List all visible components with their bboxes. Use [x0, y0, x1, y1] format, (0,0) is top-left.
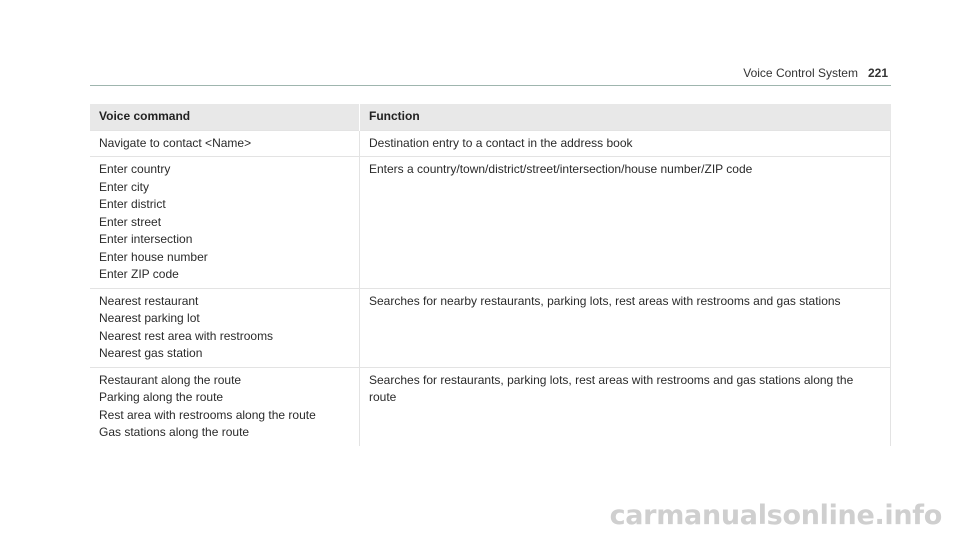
voice-command: Gas stations along the route	[99, 425, 250, 439]
voice-command-cell	[90, 367, 360, 446]
voice-command: Enter street	[99, 214, 162, 229]
column-header-function: Function	[360, 104, 891, 130]
section-title: Voice Control System	[743, 66, 858, 80]
page-number: 221	[867, 66, 888, 80]
voice-command-cell	[90, 157, 360, 289]
voice-command: Nearest rest area with restrooms	[99, 328, 274, 343]
voice-command: Parking along the route	[99, 390, 224, 404]
voice-command-table	[90, 104, 891, 446]
voice-command: Nearest gas station	[99, 346, 203, 360]
function-cell: Searches for nearby restaurants, parking lots, rest areas with restrooms and gas stations	[360, 288, 891, 367]
table-row	[90, 367, 891, 446]
table-row	[90, 288, 891, 367]
voice-command: Nearest restaurant	[99, 293, 199, 308]
voice-command: Enter house number	[99, 249, 208, 264]
table-header-row	[90, 104, 891, 130]
voice-command: Enter intersection	[99, 232, 193, 246]
watermark-text: carmanualsonline.info	[609, 500, 942, 531]
voice-command: Restaurant along the route	[99, 372, 242, 387]
function-cell: Destination entry to a contact in the address book	[360, 130, 891, 157]
voice-command-cell	[90, 288, 360, 367]
function-cell: Enters a country/town/district/street/intersection/house number/ZIP code	[360, 157, 891, 289]
voice-command: Rest area with restrooms along the route	[99, 407, 316, 422]
voice-command: Navigate to contact <Name>	[99, 135, 252, 150]
column-header-voice-command: Voice command	[90, 104, 360, 130]
table-row	[90, 157, 891, 289]
voice-command: Enter country	[99, 162, 171, 176]
function-cell: Searches for restaurants, parking lots, rest areas with restrooms and gas stations along the route	[360, 367, 891, 446]
voice-command-cell	[90, 130, 360, 157]
header-divider	[90, 85, 891, 86]
page-header	[743, 66, 888, 80]
voice-command: Enter district	[99, 197, 166, 211]
voice-command: Enter ZIP code	[99, 267, 179, 281]
voice-command: Nearest parking lot	[99, 311, 200, 325]
voice-command: Enter city	[99, 179, 150, 194]
table-row	[90, 130, 891, 157]
